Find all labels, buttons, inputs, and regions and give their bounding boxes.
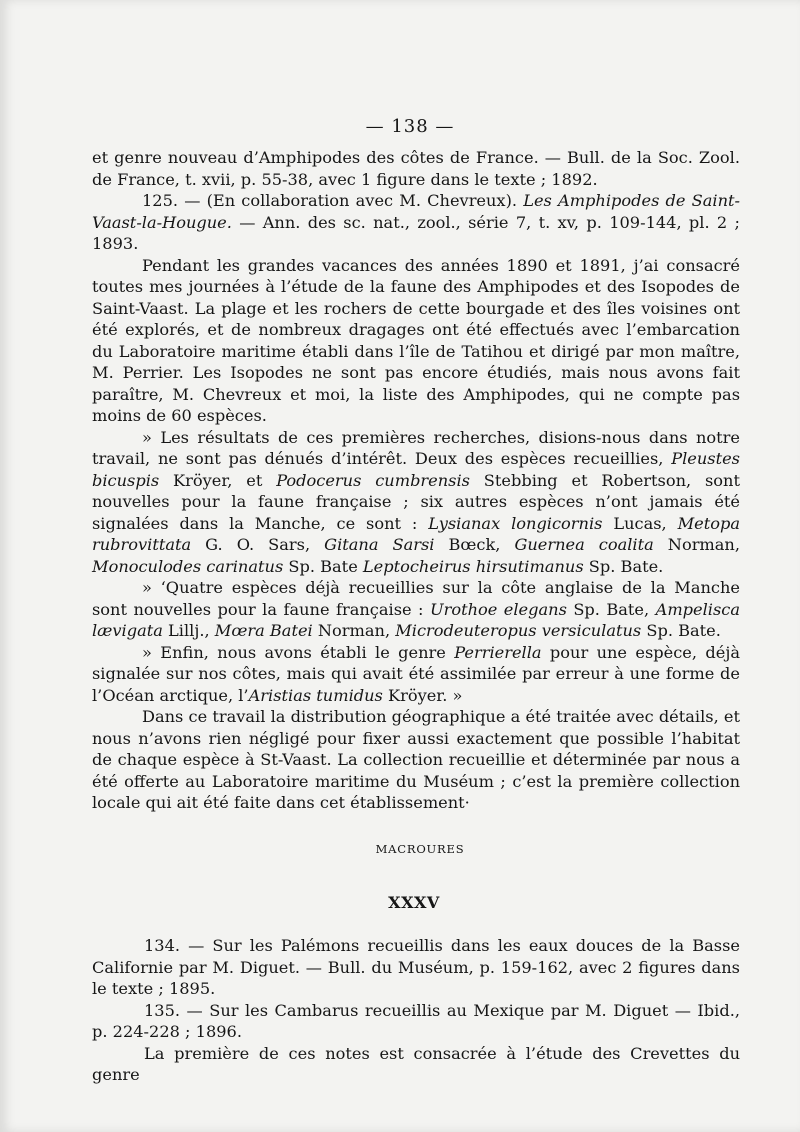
paragraph-four-species: » ‘Quatre espèces déjà recueillies sur la côte anglaise de la Manche sont nouvelles pour la faune française : Urothoe elegans Sp. Bate, Ampelisca lævigata Lillj., Mœra Batei Norman, Microdeuteropus versiculatus Sp. Bate. (92, 578, 740, 640)
reference-135: 135. — Sur les Cambarus recueillis au Mexique par M. Diguet — Ibid., p. 224-228 ; 1896. (92, 1000, 740, 1041)
body-section-2 (92, 935, 740, 1086)
paragraph-perrierella: » Enfin, nous avons établi le genre Perrierella pour une espèce, déjà signalée sur nos côtes, mais qui avait été assimilée par erreur à une forme de l’Océan arctique, l’Aristias tumidus Kröyer. » (92, 642, 740, 705)
section-heading-numeral: XXXV (388, 893, 440, 912)
reference-125: 125. — (En collaboration avec M. Chevreux). Les Amphipodes de Saint-Vaast-la-Hougue. — Ann. des sc. nat., zool., série 7, t. xv, p. 109-144, pl. 2 ; 1893. (92, 191, 740, 253)
paragraph-first-note: La première de ces notes est consacrée à l’étude des Crevettes du genre (92, 1043, 740, 1084)
paragraph-distribution: Dans ce travail la distribution géographique a été traitée avec détails, et nous n’avons rien négligé pour fixer aussi exactement que possible l’habitat de chaque espèce à St-Vaast. La collection recueillie et déterminée par nous a été offerte au Laboratoire maritime du Muséum ; c’est la première collection locale qui ait été faite dans cet établissement· (92, 707, 740, 812)
paragraph-summary: Pendant les grandes vacances des années 1890 et 1891, j’ai consacré toutes mes journées à l’étude de la faune des Amphipodes et des Isopodes de Saint-Vaast. La plage et les rochers de cette bourgade et des îles voisines ont été explorés, et de nombreux dragages ont été effectués avec l’embarcation du Laboratoire maritime établi dans l’île de Tatihou et dirigé par mon maître, M. Perrier. Les Isopodes ne sont pas encore étudiés, mais nous avons fait paraître, M. Chevreux et moi, la liste des Amphipodes, qui ne compte pas moins de 60 espèces. (92, 255, 740, 425)
paragraph-results: » Les résultats de ces premières recherches, disions-nous dans notre travail, ne sont pas dénués d’intérêt. Deux des espèces recueillies, Pleustes bicuspis Kröyer, et Podocerus cumbrensis Stebbing et Robertson, sont nouvelles pour la faune française ; six autres espèces n’ont jamais été signalées dans la Manche, ce sont : Lysianax longicornis Lucas, Metopa rubrovittata G. O. Sars, Gitana Sarsi Bœck, Guernea coalita Norman, Monoculodes carinatus Sp. Bate Leptocheirus hirsutimanus Sp. Bate. (92, 427, 741, 576)
reference-continuation: et genre nouveau d’Amphipodes des côtes de France. — Bull. de la Soc. Zool. de France, t. xvii, p. 55-38, avec 1 figure dans le texte ; 1892. (92, 148, 740, 189)
section-heading-macroures: MACROURES (375, 842, 465, 856)
page-number: — 138 — (365, 116, 455, 137)
body-section-1 (92, 147, 740, 814)
reference-134: 134. — Sur les Palémons recueillis dans les eaux douces de la Basse Californie par M. Diguet. — Bull. du Muséum, p. 159-162, avec 2 figures dans le texte ; 1895. (92, 936, 740, 998)
